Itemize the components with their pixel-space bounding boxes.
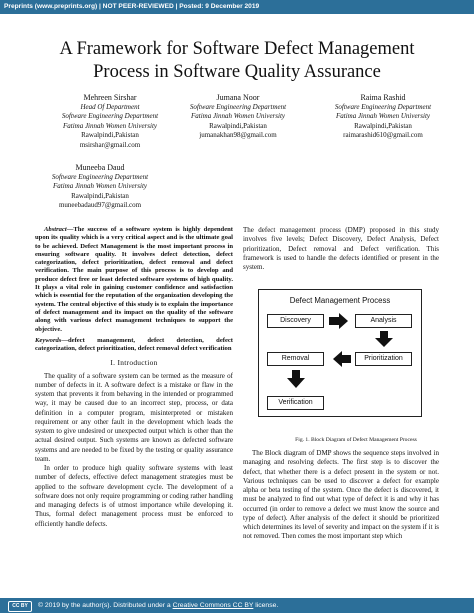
preprint-header-text: Preprints (www.preprints.org) | NOT PEER-REVIEWED | Posted: 9 December 2019: [4, 3, 260, 10]
author-block-3: [313, 93, 453, 141]
section-heading-introduction: I. Introduction: [110, 358, 158, 368]
author-org: Fatima Jinnah Women University: [62, 121, 158, 130]
author-email[interactable]: muneebadaud97@gmail.com: [58, 201, 142, 210]
block-analysis: Analysis: [355, 314, 412, 328]
figure-block-diagram: [258, 289, 422, 417]
author-city: Rawalpindi,Pakistan: [81, 131, 139, 140]
author-city: Rawalpindi,Pakistan: [209, 121, 267, 130]
figure-caption: Fig. 1. Block Diagram of Defect Management Process: [295, 437, 417, 443]
keywords-label: Keywords: [35, 336, 62, 344]
author-city: Rawalpindi,Pakistan: [71, 191, 129, 200]
paper-title-line-1: A Framework for Software Defect Management: [59, 39, 415, 59]
author-block-2: [168, 93, 308, 141]
author-name: Mehreen Sirshar: [83, 93, 137, 102]
keywords: [35, 337, 233, 354]
cc-by-badge-icon: CC BY: [8, 601, 32, 612]
intro-paragraph-2: In order to produce high quality software systems with least number of defects, effective defect management strategies must be applied to the software development cycle. The development of a software does not only require programming or coding rather handling and managing defects is of utmost importance while developing it. Thus, formal defect management process must be enforced to efficiently handle defects.: [35, 464, 233, 528]
author-dept: Software Engineering Department: [189, 102, 287, 111]
license-footer-bar: [0, 598, 474, 613]
preprint-header-bar: [0, 0, 474, 14]
author-name: Jumana Noor: [216, 93, 260, 102]
figure-title: Defect Management Process: [289, 296, 391, 305]
author-org: Fatima Jinnah Women University: [190, 112, 286, 121]
intro-paragraph-1: The quality of a software system can be termed as the measure of number of defects in it. A software defect is a mistake or flaw in the system that prevents it from behaving in the intended or programmed way, it may be caused due to an incorrect step, process, or data definition in a computer program, misinterpreted or mistaken requirement or any other fault in the development which leads the system to give undesired or unexpected output which is other than the actual desired output. Such systems are known as defected software systems and are needed to be fixed by the testing or quality assurance team.: [35, 371, 233, 463]
keywords-text: —defect management, defect detection, defect categorization, defect prioritization, defect removal defect verification: [35, 336, 233, 353]
paper-title: [0, 38, 474, 84]
figure-arrows: [259, 290, 423, 418]
block-discovery: Discovery: [267, 314, 324, 328]
author-email[interactable]: raimarashid610@gmail.com: [343, 131, 423, 140]
author-name: Raima Rashid: [360, 93, 406, 102]
paper-title-line-2: Process in Software Quality Assurance: [93, 62, 381, 82]
abstract-label: Abstract: [44, 226, 67, 233]
author-email[interactable]: jumanakhan98@gmail.com: [199, 131, 277, 140]
author-name: Muneeba Daud: [75, 163, 125, 172]
right-paragraph-2: The Block diagram of DMP shows the sequence steps involved in managing and resolving defects. The first step is to discover the defect, that whether there is a defect present in the system or not. Various techniques can be used to discover a defect for example alpha or beta testing of the system. Once the defect is discovered, it must be analyzed to find out what type of defect it is and why it has occurred (in order to remove a defect we must know the source and type of defect). After analysis of the defect it should be prioritized which determines its level of severity and impact on the system if it is not removed. Then comes the most important step which: [243, 449, 439, 541]
right-column-bottom: [243, 449, 439, 542]
right-column-top: [243, 226, 439, 272]
abstract-text: —The success of a software system is highly dependent upon its quality which is a very critical aspect and is the ultimate goal to be achieved. Defect Management is the most important process in ensuring software quality. It involves defect detection, defect categorization, defect prioritization, defect removal and defect verification. The main purpose of this process is to develop and produce defect free or least defected software systems of high quality. It plays a vital role in gaining customer confidence and satisfaction which is essential for the reputation of the organization developing the system. The central objective of this study is to explain the importance of defect management and its impact on the quality of the software along with various defect management techniques to support the objective.: [35, 226, 233, 333]
arrow-down-icon: [287, 370, 305, 388]
arrow-left-icon: [333, 351, 351, 367]
license-text: [38, 598, 278, 613]
license-suffix: license.: [253, 602, 279, 609]
author-dept: Software Engineering Department: [61, 112, 159, 121]
block-prioritization: Prioritization: [355, 352, 412, 366]
author-city: Rawalpindi,Pakistan: [354, 121, 412, 130]
license-prefix: © 2019 by the author(s). Distributed under a: [38, 602, 173, 609]
author-email[interactable]: msirshar@gmail.com: [79, 140, 141, 149]
author-role: Head Of Department: [80, 102, 140, 111]
author-org: Fatima Jinnah Women University: [52, 182, 148, 191]
arrow-right-icon: [329, 313, 348, 329]
right-paragraph-1: The defect management process (DMP) proposed in this study involves five levels; Defect Discovery, Defect Analysis, Defect prioritization, Defect removal and Defect verification. This framework is used to handle the defects identified or present in the system.: [243, 226, 439, 271]
author-dept: Software Engineering Department: [51, 172, 149, 181]
license-link[interactable]: Creative Commons CC BY: [172, 602, 254, 609]
abstract: [35, 226, 233, 334]
arrow-down-icon: [375, 331, 393, 347]
block-removal: Removal: [267, 352, 324, 366]
author-dept: Software Engineering Department: [334, 102, 432, 111]
block-verification: Verification: [267, 396, 324, 410]
author-block-1: [40, 93, 180, 151]
author-block-4: [30, 163, 170, 211]
left-column: [35, 226, 233, 529]
author-org: Fatima Jinnah Women University: [335, 112, 431, 121]
